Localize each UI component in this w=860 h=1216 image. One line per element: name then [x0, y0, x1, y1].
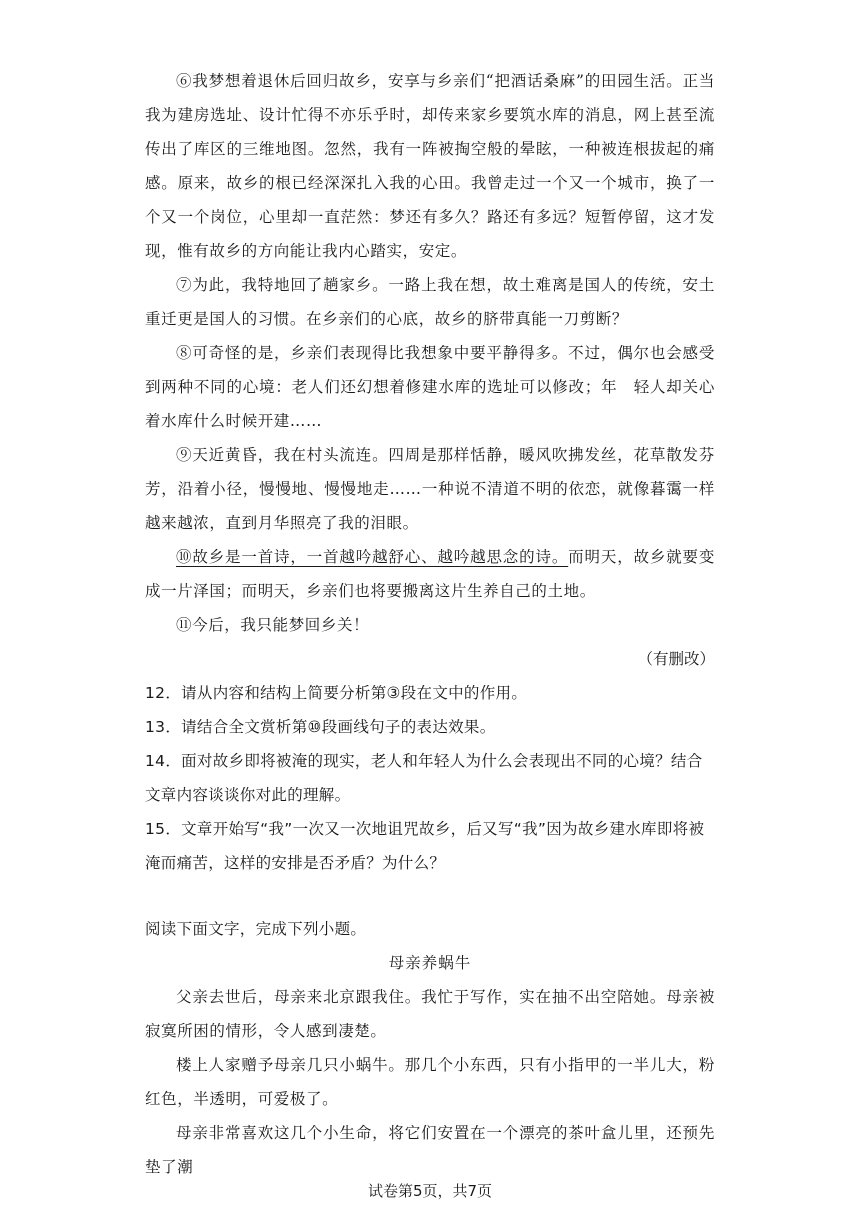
article-paragraph-3: 母亲非常喜欢这几个小生命，将它们安置在一个漂亮的茶叶盒儿里，还预先垫了潮	[145, 1124, 715, 1176]
underlined-sentence: ⑩故乡是一首诗，一首越吟越舒心、越吟越思念的诗。	[176, 548, 569, 566]
article-paragraph-2: 楼上人家赠予母亲几只小蜗牛。那几个小东西，只有小指甲的一半儿大，粉红色，半透明，可爱极了。	[145, 1056, 715, 1108]
paragraph-8: ⑧可奇怪的是，乡亲们表现得比我想象中要平静得多。不过，偶尔也会感受到两种不同的心境：老人们还幻想着修建水库的选址可以修改；年 轻人却关心着水库什么时候开建……	[145, 344, 715, 430]
question-13: 13．请结合全文赏析第⑩段画线句子的表达效果。	[145, 718, 496, 736]
edit-note: （有删改）	[637, 650, 715, 668]
question-14: 14．面对故乡即将被淹的现实，老人和年轻人为什么会表现出不同的心境？结合文章内容谈谈你对此的理解。	[145, 752, 703, 804]
paragraph-11: ⑪今后，我只能梦回乡关！	[176, 616, 370, 634]
question-15: 15．文章开始写“我”一次又一次地诅咒故乡，后又写“我”因为故乡建水库即将被淹而痛苦，这样的安排是否矛盾？为什么？	[145, 820, 705, 872]
question-12: 12．请从内容和结构上简要分析第③段在文中的作用。	[145, 684, 528, 702]
paragraph-9: ⑨天近黄昏，我在村头流连。四周是那样恬静，暖风吹拂发丝，花草散发芬芳，沿着小径，慢慢地、慢慢地走……一种说不清道不明的依恋，就像暮霭一样越来越浓，直到月华照亮了我的泪眼。	[145, 446, 715, 532]
article-title: 母亲养蜗牛	[388, 954, 472, 972]
page-footer: 试卷第5页，共7页	[367, 1182, 493, 1200]
paragraph-10	[145, 540, 715, 608]
reading-instruction: 阅读下面文字，完成下列小题。	[145, 920, 367, 938]
article-paragraph-1: 父亲去世后，母亲来北京跟我住。我忙于写作，实在抽不出空陪她。母亲被寂寞所困的情形，令人感到凄楚。	[145, 988, 715, 1040]
paragraph-10-rest: 而明天，故乡就要变成一片泽国；而明天，乡亲们也将要搬离这片生养自己的土地。	[145, 548, 715, 600]
paragraph-7: ⑦为此，我特地回了趟家乡。一路上我在想，故土难离是国人的传统，安土重迁更是国人的习惯。在乡亲们的心底，故乡的脐带真能一刀剪断？	[145, 276, 715, 328]
paragraph-6: ⑥我梦想着退休后回归故乡，安享与乡亲们“把酒话桑麻”的田园生活。正当我为建房选址、设计忙得不亦乐乎时，却传来家乡要筑水库的消息，网上甚至流传出了库区的三维地图。忽然，我有一阵被掏空般的晕眩，一种被连根拔起的痛感。原来，故乡的根已经深深扎入我的心田。我曾走过一个又一个城市，换了一个又一个岗位，心里却一直茫然：梦还有多久？路还有多远？短暂停留，这才发现，惟有故乡的方向能让我内心踏实，安定。	[145, 72, 715, 260]
